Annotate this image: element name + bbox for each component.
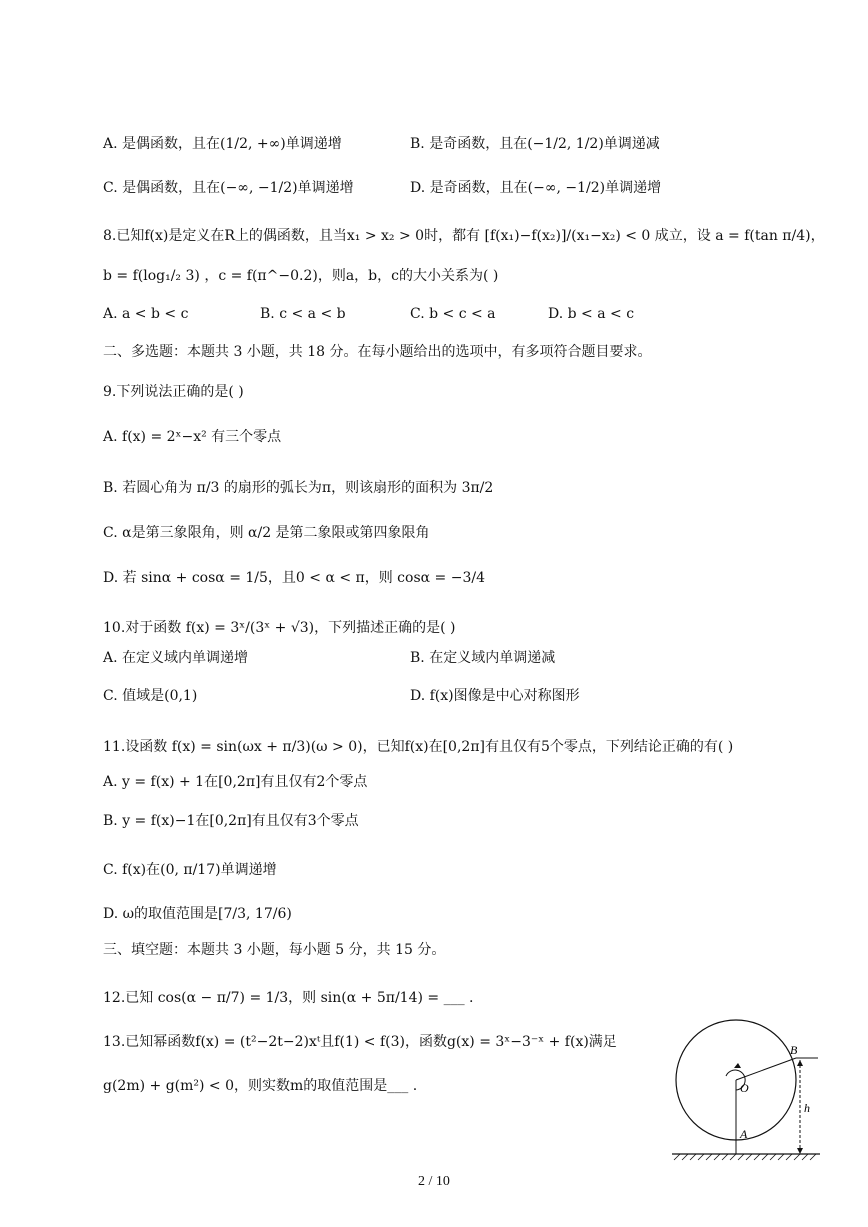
arrow-head-icon (734, 1063, 741, 1068)
q10-option-d: D. f(x)图像是中心对称图形 (410, 688, 580, 704)
q13-line-1: 13.已知幂函数f(x) = (t²−2t−2)xᵗ且f(1) < f(3)，函数g(x) = 3ˣ−3⁻ˣ + f(x)满足 (103, 1034, 617, 1050)
q9-option-d: D. 若 sinα + cosα = 1/5，且0 < α < π，则 cosα = −3/4 (103, 570, 485, 586)
q8-stem-2: b = f(log₁/₂ 3) ，c = f(π^−0.2)，则a，b，c的大小关系为( ) (103, 268, 499, 284)
label-h: h (804, 1101, 810, 1115)
q9-option-c: C. α是第三象限角，则 α/2 是第二象限或第四象限角 (103, 525, 430, 541)
section-2-heading: 二、多选题：本题共 3 小题，共 18 分。在每小题给出的选项中，有多项符合题目要求。 (103, 344, 652, 360)
q7-option-a: A. 是偶函数，且在(1/2, +∞)单调递增 (103, 136, 342, 152)
q12-text: 12.已知 cos(α − π/7) = 1/3，则 sin(α + 5π/14) = ___ . (103, 990, 474, 1006)
q9-stem: 9.下列说法正确的是( ) (103, 384, 244, 400)
q10-option-a: A. 在定义域内单调递增 (103, 650, 249, 666)
q8-option-a: A. a < b < c (103, 306, 189, 322)
q10-option-c: C. 值域是(0,1) (103, 688, 198, 704)
q10-option-b: B. 在定义域内单调递减 (410, 650, 556, 666)
label-b: B (790, 1043, 798, 1057)
q8-option-d: D. b < a < c (548, 306, 635, 322)
section-3-heading: 三、填空题：本题共 3 小题，每小题 5 分，共 15 分。 (103, 942, 446, 958)
q11-option-b: B. y = f(x)−1在[0,2π]有且仅有3个零点 (103, 813, 359, 829)
q9-option-b: B. 若圆心角为 π/3 的扇形的弧长为π，则该扇形的面积为 3π/2 (103, 480, 494, 496)
page-number: 2 / 10 (418, 1174, 450, 1189)
q11-option-d: D. ω的取值范围是[7/3, 17/6) (103, 906, 292, 922)
label-a: A (740, 1127, 748, 1141)
q8-option-b: B. c < a < b (260, 306, 346, 322)
q9-option-a: A. f(x) = 2ˣ−x² 有三个零点 (103, 429, 282, 445)
q7-option-d: D. 是奇函数，且在(−∞, −1/2)单调递增 (410, 180, 662, 196)
radius-ob (736, 1058, 796, 1080)
q7-option-b: B. 是奇函数，且在(−1/2, 1/2)单调递减 (410, 136, 660, 152)
label-o: O (740, 1081, 749, 1095)
height-arrow-bottom-icon (797, 1148, 803, 1154)
q11-stem: 11.设函数 f(x) = sin(ωx + π/3)(ω > 0)，已知f(x)在[0,2π]有且仅有5个零点，下列结论正确的有( ) (103, 739, 734, 755)
q11-option-a: A. y = f(x) + 1在[0,2π]有且仅有2个零点 (103, 774, 368, 790)
wheel-figure (668, 1018, 828, 1166)
q8-stem: 8.已知f(x)是定义在R上的偶函数，且当x₁ > x₂ > 0时，都有 [f(x₁)−f(x₂)]/(x₁−x₂) < 0 成立，设 a = f(tan π/4)， (103, 228, 825, 244)
q10-stem: 10.对于函数 f(x) = 3ˣ/(3ˣ + √3)，下列描述正确的是( ) (103, 620, 456, 636)
q13-line-2: g(2m) + g(m²) < 0，则实数m的取值范围是___ . (103, 1078, 418, 1094)
height-arrow-top-icon (797, 1060, 803, 1066)
q7-option-c: C. 是偶函数，且在(−∞, −1/2)单调递增 (103, 180, 354, 196)
q8-option-c: C. b < c < a (410, 306, 496, 322)
ground-hatch (674, 1154, 816, 1160)
q11-option-c: C. f(x)在(0, π/17)单调递增 (103, 862, 277, 878)
